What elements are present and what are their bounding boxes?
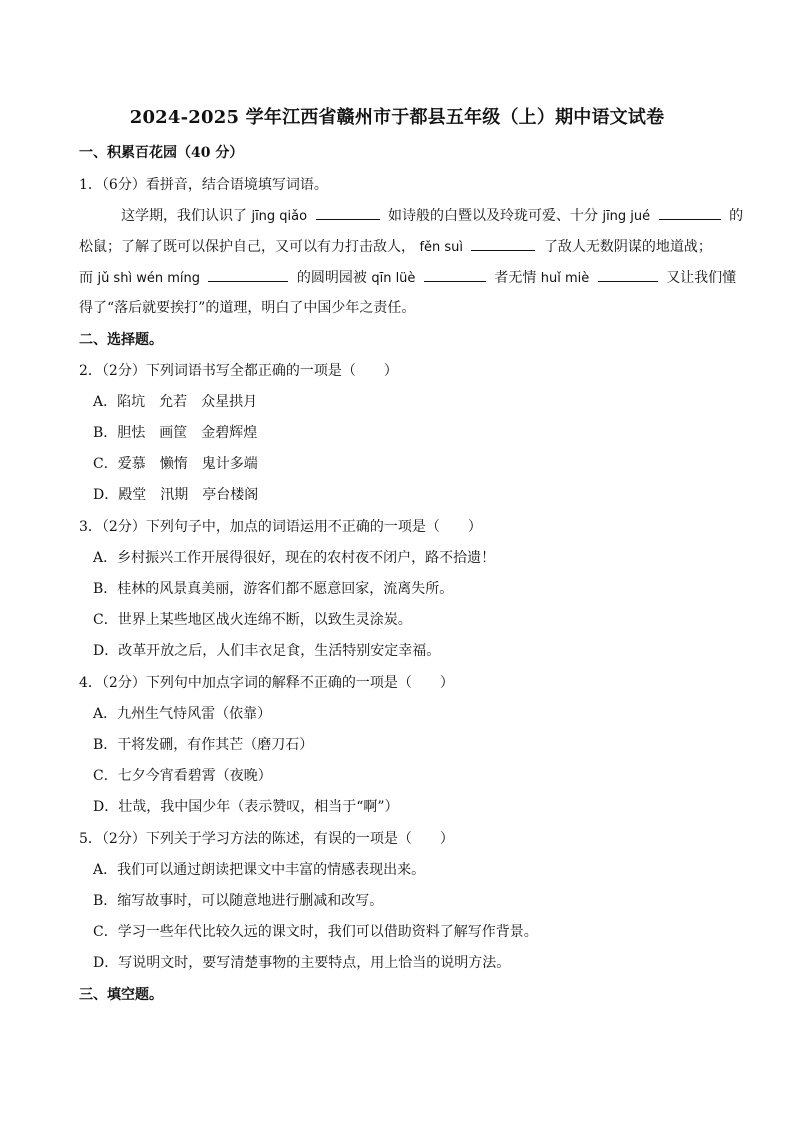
question-1-stem: 1．（6分）看拼音，结合语境填写词语。 (79, 177, 328, 193)
question-5-option-c[interactable]: C．学习一些年代比较久远的课文时，我们可以借助资料了解写作背景。 (93, 924, 538, 940)
answer-blank[interactable] (316, 205, 380, 220)
question-3-stem: 3．（2分）下列句子中，加点的词语运用不正确的一项是（ ） (79, 519, 482, 535)
question-1-line-1 (121, 205, 743, 227)
section-heading-2: 二、选择题。 (79, 332, 163, 348)
question-4-stem: 4．（2分）下列句中加点字词的解释不正确的一项是（ ） (79, 675, 454, 691)
passage-text: 的圆明园被 (296, 270, 367, 286)
pinyin-prompt: huǐ miè (540, 271, 590, 286)
passage-text: 的 (729, 208, 744, 224)
passage-text: 而 (79, 270, 93, 286)
section-heading-1: 一、积累百花园（40 分） (79, 145, 244, 161)
answer-blank[interactable] (598, 267, 658, 282)
passage-text: 者无情 (494, 270, 537, 286)
question-5-option-d[interactable]: D．写说明文时，要写清楚事物的主要特点，用上恰当的说明方法。 (93, 955, 511, 971)
question-3-option-c[interactable]: C．世界上某些地区战火连绵不断，以致生灵涂炭。 (93, 612, 412, 628)
question-4-option-b[interactable]: B．干将发硎，有作其芒（磨刀石） (93, 737, 314, 753)
pinyin-prompt: jīng jué (602, 209, 651, 224)
question-3-option-a[interactable]: A．乡村振兴工作开展得很好，现在的农村夜不闭户，路不拾遗！ (93, 550, 496, 566)
pinyin-prompt: jǔ shì wén míng (97, 271, 200, 286)
question-1-line-4: 得了“落后就要挨打”的道理，明白了中国少年之责任。 (79, 300, 416, 316)
pinyin-prompt: qīn lüè (371, 271, 416, 286)
question-5-option-b[interactable]: B．缩写故事时，可以随意地进行删减和改写。 (93, 893, 384, 909)
answer-blank[interactable] (424, 267, 486, 282)
question-4-option-c[interactable]: C．七夕今宵看碧霄（夜晚） (93, 768, 272, 784)
passage-text: 如诗般的白暨以及玲珑可爱、十分 (388, 208, 598, 224)
question-2-option-d[interactable]: D．殿堂 汛期 亭台楼阁 (93, 487, 259, 503)
passage-text: 这学期，我们认识了 (121, 208, 247, 224)
question-4-option-a[interactable]: A．九州生气恃风雷（依靠） (93, 706, 272, 722)
exam-title: 2024-2025 学年江西省赣州市于都县五年级（上）期中语文试卷 (129, 107, 665, 128)
question-2-option-c[interactable]: C．爱慕 懒惰 鬼计多端 (93, 456, 258, 472)
question-1-line-2 (79, 236, 712, 258)
pinyin-prompt: jīng qiǎo (251, 209, 308, 224)
passage-text: 了敌人无数阴谋的地道战； (543, 239, 712, 255)
answer-blank[interactable] (208, 267, 288, 282)
passage-text: 又让我们懂 (666, 270, 737, 286)
question-1-line-3 (79, 267, 736, 289)
passage-text: 松鼠；了解了既可以保护自己，又可以有力打击敌人， (79, 239, 415, 255)
question-4-option-d[interactable]: D．壮哉，我中国少年（表示赞叹，相当于“啊”） (93, 799, 399, 815)
question-2-stem: 2．（2分）下列词语书写全都正确的一项是（ ） (79, 363, 398, 379)
answer-blank[interactable] (471, 236, 535, 251)
pinyin-prompt: fěn suì (419, 240, 464, 255)
question-3-option-d[interactable]: D．改革开放之后，人们丰衣足食，生活特别安定幸福。 (93, 643, 441, 659)
question-3-option-b[interactable]: B．桂林的风景真美丽，游客们都不愿意回家，流离失所。 (93, 581, 454, 597)
question-5-stem: 5．（2分）下列关于学习方法的陈述，有误的一项是（ ） (79, 831, 454, 847)
question-2-option-b[interactable]: B．胆怯 画筐 金碧辉煌 (93, 425, 258, 441)
question-2-option-a[interactable]: A．陷坑 允若 众星拱月 (93, 394, 258, 410)
section-heading-3: 三、填空题。 (79, 987, 163, 1003)
question-5-option-a[interactable]: A．我们可以通过朗读把课文中丰富的情感表现出来。 (93, 862, 426, 878)
answer-blank[interactable] (659, 205, 721, 220)
